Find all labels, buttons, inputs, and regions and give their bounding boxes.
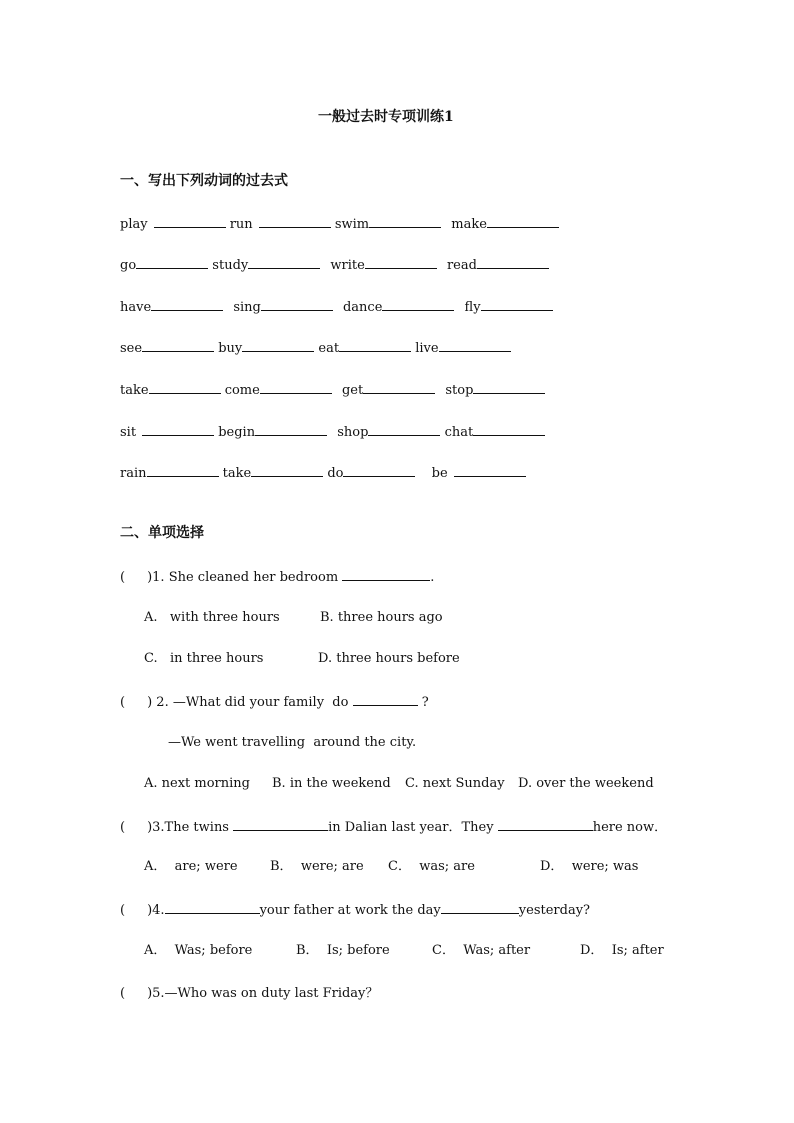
question-stem-middle: your father at work the day (259, 903, 441, 918)
option-c[interactable]: C. next Sunday (405, 776, 505, 791)
question-stem: 5.—Who was on duty last Friday？ (152, 986, 379, 1001)
answer-blank[interactable] (251, 463, 323, 477)
answer-paren-open: ( (120, 986, 126, 1001)
verb: eat (318, 341, 340, 356)
verb: fly (464, 300, 481, 315)
verb: live (415, 341, 439, 356)
answer-blank[interactable] (261, 297, 333, 311)
answer-blank[interactable] (454, 463, 526, 477)
option-d[interactable]: D. three hours before (318, 651, 460, 666)
option-c[interactable]: C． was; are (388, 859, 475, 874)
verb: sing (233, 300, 261, 315)
answer-blank[interactable] (342, 567, 430, 581)
answer-blank[interactable] (142, 338, 214, 352)
answer-paren-open: ( (120, 570, 126, 585)
verb-row-5 (120, 380, 545, 400)
option-c[interactable]: C. in three hours (144, 651, 264, 666)
answer-blank[interactable] (154, 214, 226, 228)
verb: sit (120, 425, 137, 440)
verb: write (330, 258, 365, 273)
answer-blank[interactable] (487, 214, 559, 228)
answer-blank[interactable] (259, 214, 331, 228)
question-3 (120, 817, 667, 837)
verb-row-2 (120, 255, 549, 275)
verb: study (212, 258, 249, 273)
answer-blank[interactable] (473, 380, 545, 394)
question-stem-middle: in Dalian last year．They (328, 820, 494, 835)
question-2-reply: —We went travelling around the city. (168, 735, 417, 750)
verb: do (327, 466, 344, 481)
verb: see (120, 341, 143, 356)
answer-blank[interactable] (255, 422, 327, 436)
verb-row-7 (120, 463, 526, 483)
answer-blank[interactable] (481, 297, 553, 311)
question-stem: 4. (152, 903, 165, 918)
verb: shop (337, 425, 369, 440)
verb: chat (444, 425, 474, 440)
option-a[interactable]: A. next morning (144, 776, 250, 791)
verb: have (120, 300, 152, 315)
verb: read (446, 258, 477, 273)
question-stem: 2. —What did your family do (156, 695, 349, 710)
option-b[interactable]: B． Is; before (296, 943, 390, 958)
answer-paren-close: ) (147, 820, 153, 835)
answer-paren-close: ) (147, 903, 153, 918)
answer-blank[interactable] (136, 255, 208, 269)
answer-blank[interactable] (477, 255, 549, 269)
verb: get (341, 383, 364, 398)
answer-paren-open: ( (120, 695, 126, 710)
answer-paren-open: ( (120, 820, 126, 835)
section1-heading: 一、写出下列动词的过去式 (120, 173, 288, 189)
answer-blank[interactable] (439, 338, 511, 352)
verb-row-1 (120, 214, 559, 234)
question-5 (120, 985, 378, 1003)
verb: make (451, 217, 487, 232)
option-b[interactable]: B． were; are (270, 859, 364, 874)
question-1 (120, 567, 434, 587)
question-stem-end: ? (421, 695, 429, 710)
answer-blank[interactable] (233, 817, 328, 831)
answer-blank[interactable] (165, 900, 260, 914)
answer-blank[interactable] (142, 422, 214, 436)
answer-blank[interactable] (353, 692, 418, 706)
answer-blank[interactable] (151, 297, 223, 311)
option-d[interactable]: D． were; was (540, 859, 639, 874)
question-stem-end: . (430, 570, 435, 585)
option-a[interactable]: A. with three hours (144, 610, 280, 625)
option-d[interactable]: D． Is; after (580, 943, 664, 958)
question-stem-end: here now． (592, 820, 668, 835)
section2-heading: 二、单项选择 (120, 525, 204, 541)
option-a[interactable]: A． Was; before (144, 943, 253, 958)
answer-blank[interactable] (149, 380, 221, 394)
verb: dance (342, 300, 383, 315)
verb: go (120, 258, 137, 273)
answer-blank[interactable] (369, 214, 441, 228)
answer-blank[interactable] (498, 817, 593, 831)
verb: swim (334, 217, 370, 232)
verb: rain (120, 466, 147, 481)
answer-blank[interactable] (363, 380, 435, 394)
option-b[interactable]: B. three hours ago (320, 610, 443, 625)
verb: take (222, 466, 252, 481)
verb: take (120, 383, 149, 398)
question-stem: 1. She cleaned her bedroom (152, 570, 339, 585)
answer-blank[interactable] (382, 297, 454, 311)
answer-paren-open: ( (120, 903, 126, 918)
answer-blank[interactable] (441, 900, 519, 914)
verb: run (229, 217, 253, 232)
verb: come (224, 383, 260, 398)
answer-blank[interactable] (343, 463, 415, 477)
verb: buy (218, 341, 243, 356)
answer-blank[interactable] (147, 463, 219, 477)
verb-row-4 (120, 338, 511, 358)
page-title: 一般过去时专项训练1 (318, 109, 454, 125)
answer-paren-close: ) (147, 986, 153, 1001)
option-b[interactable]: B. in the weekend (272, 776, 391, 791)
answer-blank[interactable] (473, 422, 545, 436)
answer-blank[interactable] (260, 380, 332, 394)
option-a[interactable]: A． are; were (144, 859, 238, 874)
question-stem-end: yesterday? (518, 903, 591, 918)
verb-row-3 (120, 297, 553, 317)
verb: stop (445, 383, 474, 398)
answer-blank[interactable] (339, 338, 411, 352)
verb: be (431, 466, 448, 481)
verb: play (120, 217, 148, 232)
question-stem: 3.The twins (152, 820, 229, 835)
answer-paren-close: ) (147, 570, 153, 585)
option-d[interactable]: D. over the weekend (518, 776, 654, 791)
answer-blank[interactable] (368, 422, 440, 436)
option-c[interactable]: C． Was; after (432, 943, 531, 958)
question-2 (120, 692, 429, 712)
answer-paren-close: ) (147, 695, 153, 710)
answer-blank[interactable] (248, 255, 320, 269)
answer-blank[interactable] (242, 338, 314, 352)
verb: begin (218, 425, 256, 440)
question-4 (120, 900, 590, 920)
verb-row-6 (120, 422, 545, 442)
answer-blank[interactable] (365, 255, 437, 269)
